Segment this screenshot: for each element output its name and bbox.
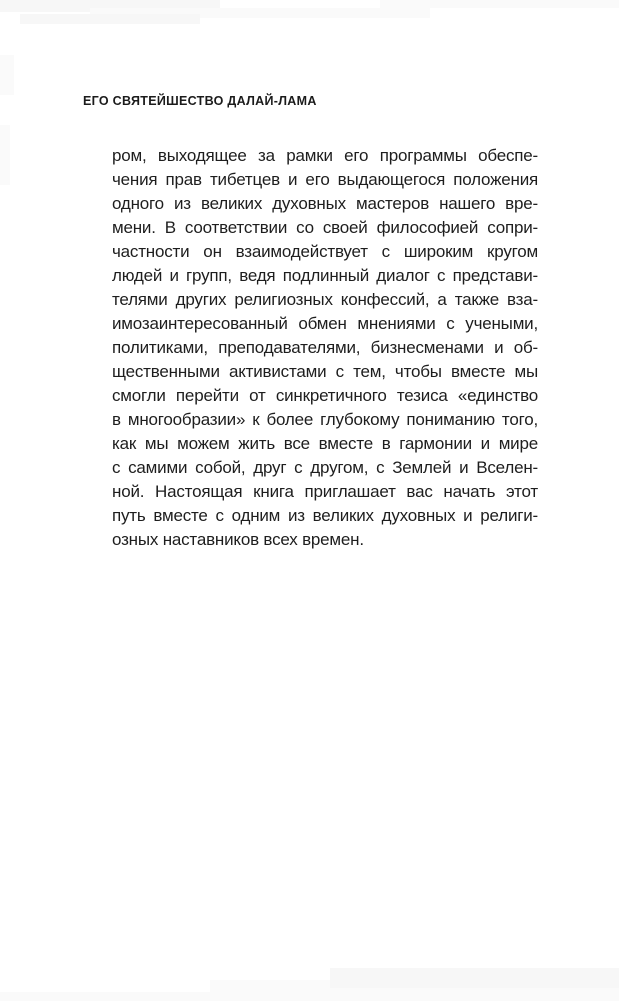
body-text xyxy=(112,144,538,552)
text-line: в многообразии» к более глубокому пониманию того, xyxy=(112,410,538,429)
text-line: имозаинтересованный обмен мнениями с учеными, xyxy=(112,314,538,333)
text-line: с самими собой, друг с другом, с Землей и Вселен- xyxy=(112,458,538,477)
text-line: политиками, преподавателями, бизнесменами и об- xyxy=(112,338,538,357)
text-line: чения прав тибетцев и его выдающегося положения xyxy=(112,170,538,189)
text-line: телями других религиозных конфессий, а также вза- xyxy=(112,290,538,309)
text-line: щественными активистами с тем, чтобы вместе мы xyxy=(112,362,538,381)
scan-noise-left xyxy=(0,55,30,215)
text-line: смогли перейти от синкретичного тезиса «единство xyxy=(112,386,538,405)
text-line: путь вместе с одним из великих духовных и религи- xyxy=(112,506,538,525)
text-line-last: озных наставников всех времен. xyxy=(112,530,364,549)
text-line: одного из великих духовных мастеров нашего вре- xyxy=(112,194,538,213)
text-line: как мы можем жить все вместе в гармонии и мире xyxy=(112,434,538,453)
text-line: ром, выходящее за рамки его программы обеспе- xyxy=(112,146,538,165)
running-header: ЕГО СВЯТЕЙШЕСТВО ДАЛАЙ-ЛАМА xyxy=(83,94,317,108)
text-line: частности он взаимодействует с широким кругом xyxy=(112,242,538,261)
text-line: людей и групп, ведя подлинный диалог с представи- xyxy=(112,266,538,285)
text-line: ной. Настоящая книга приглашает вас начать этот xyxy=(112,482,538,501)
text-line: мени. В соответствии со своей философией сопри- xyxy=(112,218,538,237)
scan-noise-top xyxy=(0,0,619,30)
scan-noise-bottom xyxy=(0,958,619,1001)
